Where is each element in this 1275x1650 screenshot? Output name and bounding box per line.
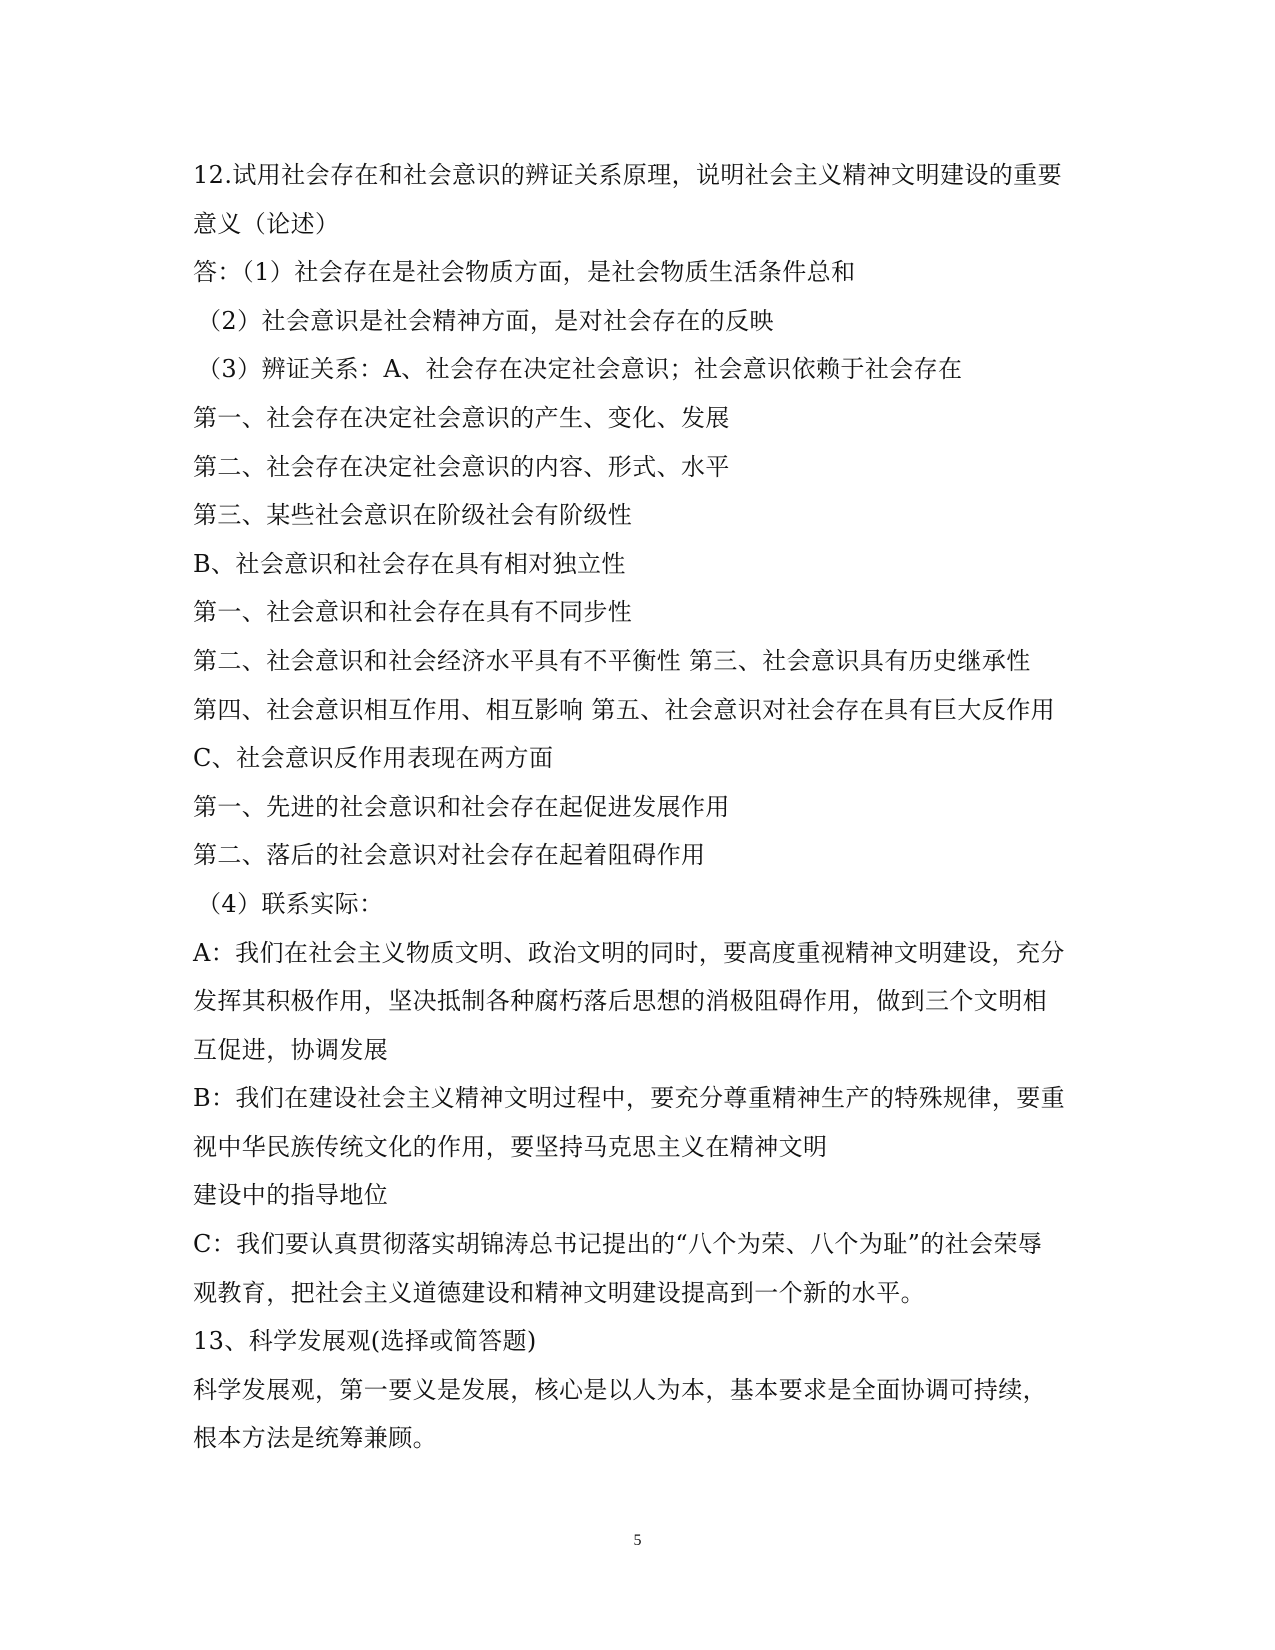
text-line: C：我们要认真贯彻落实胡锦涛总书记提出的“八个为荣、八个为耻”的社会荣辱: [193, 1230, 1043, 1259]
text-line: 建设中的指导地位: [193, 1181, 389, 1210]
text-line: B：我们在建设社会主义精神文明过程中，要充分尊重精神生产的特殊规律，要重: [193, 1084, 1066, 1113]
text-line: C、社会意识反作用表现在两方面: [193, 744, 554, 773]
page-number: 5: [633, 1532, 642, 1549]
text-line: A：我们在社会主义物质文明、政治文明的同时，要高度重视精神文明建设，充分: [193, 938, 1065, 967]
text-line: 视中华民族传统文化的作用，要坚持马克思主义在精神文明: [193, 1132, 828, 1161]
text-line: 第一、先进的社会意识和社会存在起促进发展作用: [193, 792, 730, 821]
text-line: 13、科学发展观(选择或简答题): [193, 1327, 537, 1356]
document-body: [193, 151, 1083, 1463]
text-line: 第三、某些社会意识在阶级社会有阶级性: [193, 501, 633, 530]
text-line: 12.试用社会存在和社会意识的辨证关系原理，说明社会主义精神文明建设的重要: [193, 161, 1062, 189]
text-line: 第二、落后的社会意识对社会存在起着阻碍作用: [193, 841, 706, 870]
text-line: 第四、社会意识相互作用、相互影响 第五、社会意识对社会存在具有巨大反作用: [193, 695, 1056, 724]
text-line: 发挥其积极作用，坚决抵制各种腐朽落后思想的消极阻碍作用，做到三个文明相: [193, 987, 1047, 1016]
text-line: 第一、社会意识和社会存在具有不同步性: [193, 598, 633, 627]
text-line: 答：（1）社会存在是社会物质方面，是社会物质生活条件总和: [193, 258, 856, 287]
text-line: 互促进，协调发展: [193, 1035, 389, 1064]
text-line: 意义（论述）: [193, 209, 340, 238]
text-line: 第一、社会存在决定社会意识的产生、变化、发展: [193, 403, 730, 432]
text-line: 第二、社会存在决定社会意识的内容、形式、水平: [193, 452, 730, 481]
text-line: （3）辨证关系：A、社会存在决定社会意识；社会意识依赖于社会存在: [197, 355, 963, 384]
text-line: 科学发展观，第一要义是发展，核心是以人为本，基本要求是全面协调可持续，: [193, 1375, 1047, 1404]
text-line: B、社会意识和社会存在具有相对独立性: [193, 549, 626, 578]
text-line: 根本方法是统筹兼顾。: [193, 1424, 437, 1453]
text-line: （2）社会意识是社会精神方面，是对社会存在的反映: [197, 306, 774, 335]
text-line: 观教育，把社会主义道德建设和精神文明建设提高到一个新的水平。: [193, 1278, 925, 1307]
text-line: 第二、社会意识和社会经济水平具有不平衡性 第三、社会意识具有历史继承性: [193, 646, 1031, 675]
text-line: （4）联系实际：: [197, 889, 384, 918]
